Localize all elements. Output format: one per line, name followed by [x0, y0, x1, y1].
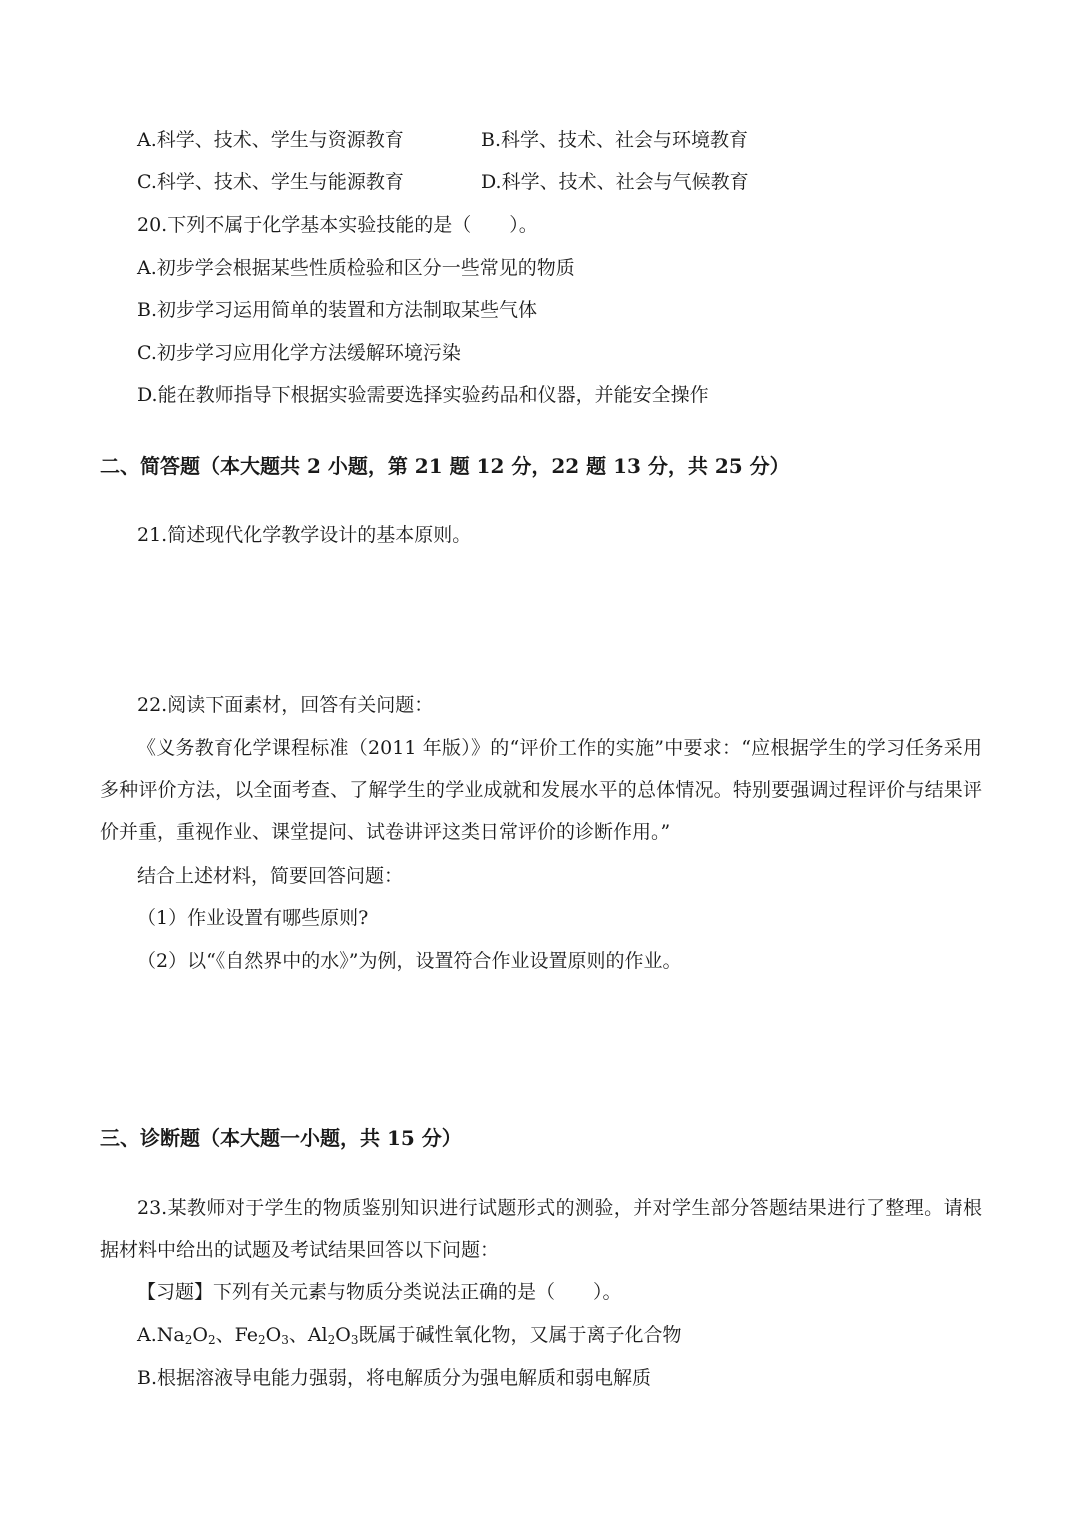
q19-option-a: A.科学、技术、学生与资源教育	[137, 129, 404, 151]
q21-stem: 21.简述现代化学教学设计的基本原则。	[137, 524, 472, 546]
q20-stem: 20.下列不属于化学基本实验技能的是（ ）。	[137, 214, 538, 236]
subscript: 3	[350, 1333, 359, 1347]
subscript: 2	[327, 1333, 336, 1347]
q20-option-c: C.初步学习应用化学方法缓解环境污染	[137, 342, 461, 364]
oxygen-symbol: O	[192, 1324, 208, 1346]
option-a-rest: 既属于碱性氧化物，又属于离子化合物	[358, 1324, 682, 1346]
section-2-heading: 二、简答题（本大题共 2 小题，第 21 题 12 分，22 题 13 分，共 25 分）	[100, 454, 790, 478]
q22-sub-question-1: （1）作业设置有哪些原则?	[137, 907, 369, 929]
q22-sub-question-2: （2）以“《自然界中的水》”为例，设置符合作业设置原则的作业。	[137, 950, 682, 972]
q23-stem: 23.某教师对于学生的物质鉴别知识进行试题形式的测验，并对学生部分答题结果进行了整理。请根据材料中给出的试题及考试结果回答以下问题：	[100, 1197, 982, 1261]
q20-option-d: D.能在教师指导下根据实验需要选择实验药品和仪器，并能安全操作	[137, 384, 709, 406]
q23-option-a	[137, 1322, 682, 1353]
subscript: 3	[281, 1333, 289, 1347]
option-a-prefix: A.Na	[137, 1324, 185, 1346]
section-3-heading: 三、诊断题（本大题一小题，共 15 分）	[100, 1126, 462, 1150]
q22-stem: 22.阅读下面素材，回答有关问题：	[137, 694, 434, 716]
q23-exercise: 【习题】下列有关元素与物质分类说法正确的是（ ）。	[137, 1281, 622, 1303]
q19-option-d: D.科学、技术、社会与气候教育	[481, 171, 749, 193]
oxygen-symbol: O	[265, 1324, 282, 1346]
q19-option-c: C.科学、技术、学生与能源教育	[137, 171, 404, 193]
subscript: 2	[184, 1333, 193, 1347]
q22-material: 《义务教育化学课程标准（2011 年版）》的“评价工作的实施”中要求：“应根据学生的学习任务采用多种评价方法，以全面考查、了解学生的学业成就和发展水平的总体情况。特别要强调过程评价与结果评价并重，重视作业、课堂提问、试卷讲评这类日常评价的诊断作用。”	[100, 737, 982, 843]
iron-symbol: 、Fe	[215, 1324, 258, 1346]
q20-option-a: A.初步学会根据某些性质检验和区分一些常见的物质	[137, 257, 575, 279]
aluminium-symbol: 、Al	[288, 1324, 328, 1346]
oxygen-symbol: O	[335, 1324, 351, 1346]
subscript: 2	[207, 1333, 216, 1347]
q19-option-b: B.科学、技术、社会与环境教育	[481, 129, 749, 151]
q20-option-b: B.初步学习运用简单的装置和方法制取某些气体	[137, 299, 538, 321]
subscript: 2	[257, 1333, 266, 1347]
q23-option-b: B.根据溶液导电能力强弱，将电解质分为强电解质和弱电解质	[137, 1367, 652, 1389]
q22-prompt: 结合上述材料，简要回答问题：	[137, 865, 404, 887]
